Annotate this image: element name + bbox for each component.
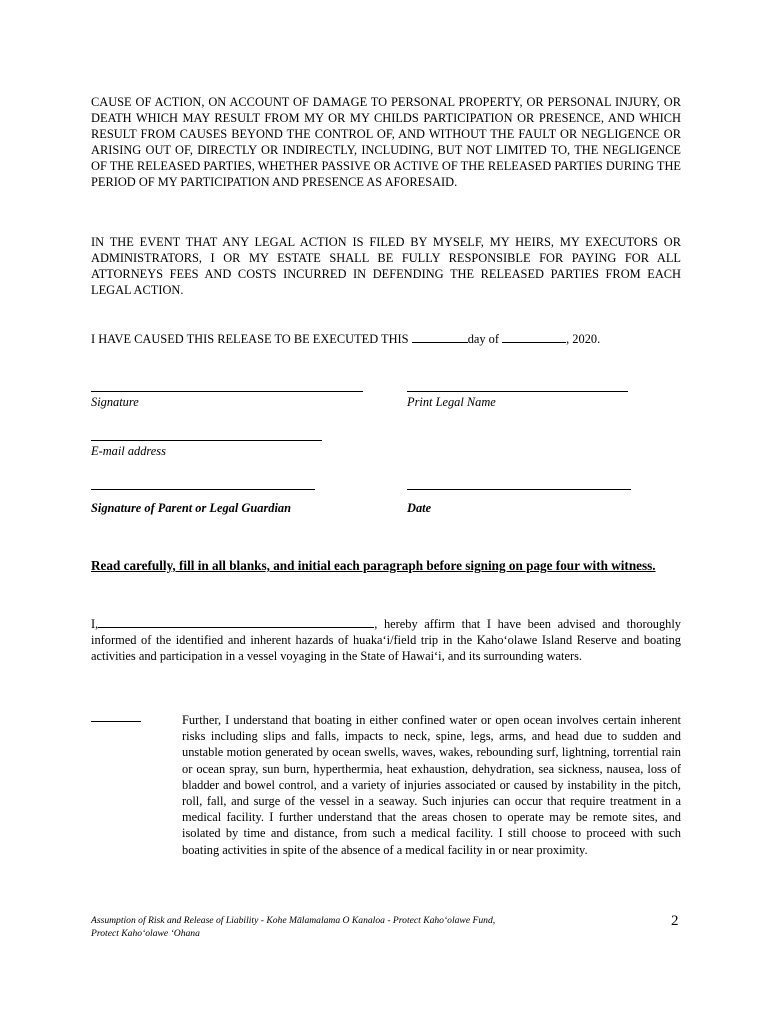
day-of-text: day of: [467, 332, 499, 346]
date-line[interactable]: [407, 489, 631, 490]
print-name-line[interactable]: [407, 391, 628, 392]
initial-blank[interactable]: [91, 721, 141, 722]
footer-line-1: Assumption of Risk and Release of Liability - Kohe Mālamalama O Kanaloa - Protect Kaho‘olawe Fund,: [91, 915, 496, 926]
signature-label: Signature: [91, 395, 139, 409]
affirm-text: , hereby affirm that I have been advised and thoroughly informed of the identified and inherent hazards of huaka‘i/field trip in the Kaho‘olawe Island Reserve and boating activities and participation in a vessel voyaging in the State of Hawai‘i, and its surrounding waters.: [91, 617, 681, 663]
print-name-label: Print Legal Name: [407, 395, 496, 409]
month-blank[interactable]: [502, 330, 566, 343]
legal-fees-paragraph: IN THE EVENT THAT ANY LEGAL ACTION IS FILED BY MYSELF, MY HEIRS, MY EXECUTORS OR ADMINISTRATORS, I OR MY ESTATE SHALL BE FULLY RESPONSIBLE FOR PAYING FOR ALL ATTORNEYS FEES AND COSTS INCURRED IN DEFENDING THE RELEASED PARTIES FROM EACH LEGAL ACTION.: [91, 235, 681, 297]
affirmation-paragraph: [91, 615, 681, 664]
email-label: E-mail address: [91, 444, 166, 458]
year-text: , 2020.: [566, 332, 601, 346]
email-line[interactable]: [91, 440, 322, 441]
release-clause-paragraph: CAUSE OF ACTION, ON ACCOUNT OF DAMAGE TO PERSONAL PROPERTY, OR PERSONAL INJURY, OR DEATH WHICH MAY RESULT FROM MY OR MY CHILDS PARTICIPATION OR PRESENCE, AND WHICH RESULT FROM CAUSES BEYOND THE CONTROL OF, AND WITHOUT THE FAULT OR NEGLIGENCE OR ARISING OUT OF, DIRECTLY OR INDIRECTLY, INCLUDING, BUT NOT LIMITED TO, THE NEGLIGENCE OF THE RELEASED PARTIES, WHETHER PASSIVE OR ACTIVE OF THE RELEASED PARTIES DURING THE PERIOD OF MY PARTICIPATION AND PRESENCE AS AFORESAID.: [91, 95, 681, 189]
footer: [91, 914, 591, 940]
signature-line[interactable]: [91, 391, 363, 392]
date-label: Date: [407, 501, 432, 515]
day-blank[interactable]: [412, 330, 468, 343]
execution-prefix: I HAVE CAUSED THIS RELEASE TO BE EXECUTED THIS: [91, 332, 409, 346]
affirm-prefix: I,: [91, 617, 99, 631]
footer-line-2: Protect Kaho‘olawe ‘Ohana: [91, 928, 200, 939]
execution-line: [91, 330, 681, 347]
boating-risks-paragraph: Further, I understand that boating in either confined water or open ocean involves certain inherent risks including slips and falls, impacts to neck, spine, legs, arms, and head due to sudden and unstable motion generated by ocean swells, waves, wakes, rebounding surf, lightning, torrential rain or ocean spray, sun burn, hyperthermia, heat exhaustion, dehydration, sea sickness, nausea, loss of bladder and bowel control, and a variety of injuries associated or caused by instability in the pitch, roll, fall, and surge of the vessel in a seaway. Such injuries can occur that require treatment in a medical facility. I further understand that the areas chosen to operate may be remote sites, and isolated by time and distance, from such a medical facility. I still choose to proceed with such boating activities in spite of the absence of a medical facility in or near proximity.: [182, 713, 681, 857]
parent-signature-line[interactable]: [91, 489, 315, 490]
page-number: 2: [671, 913, 679, 929]
instructions-heading: Read carefully, fill in all blanks, and initial each paragraph before signing on page four with witness.: [91, 558, 656, 573]
name-blank[interactable]: [98, 615, 374, 628]
parent-signature-label: Signature of Parent or Legal Guardian: [91, 501, 291, 515]
